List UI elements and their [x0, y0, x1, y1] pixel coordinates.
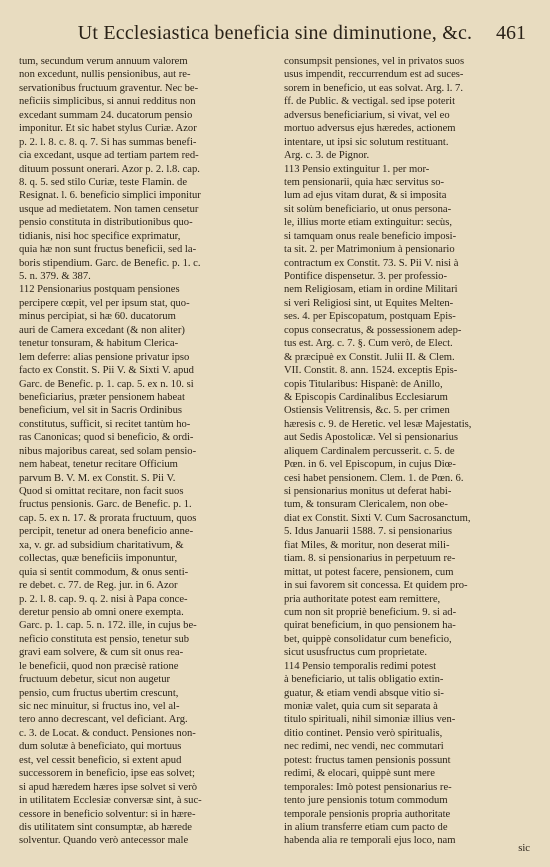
- text-line: gravi eam solvere, & cum sit onus rea-: [19, 647, 184, 659]
- text-line: imponitur. Et sic habet stylus Curiæ. Azor: [19, 123, 197, 135]
- text-line: sorem in beneficio, ut eas solvat. Arg. l. 7.: [284, 82, 463, 94]
- text-line: si pensionarius monitus ut deferat habi-: [284, 486, 452, 497]
- text-line: constitutus, sufficit, si recitet tantùm ho-: [19, 418, 191, 430]
- text-line: Quod si omittat recitare, non facit suos: [19, 486, 184, 497]
- text-line: beneficiarius, præter pensionem habeat: [19, 391, 185, 403]
- text-line: à beneficiario, ut talis obligatio extin-: [284, 674, 444, 686]
- text-line: sicut ususfructus cum proprietate.: [284, 647, 427, 659]
- text-line: 8. q. 5. sed stilo Curiæ, teste Flamin. de: [19, 176, 188, 188]
- text-line: ff. de Public. & vectigal. sed ipse poterit: [284, 96, 456, 108]
- text-line: in alium transferre etiam cum pacto de: [284, 821, 448, 833]
- text-line: copis Titularibus: Hispanè: de Anillo,: [284, 378, 443, 390]
- text-line: tum, secundum verum annuum valorem: [19, 56, 188, 67]
- text-line: intentare, ut ipsi sic solutum restituant.: [284, 136, 449, 148]
- text-line: adversus beneficiarium, si vivat, vel eo: [284, 109, 450, 121]
- text-line: sic nec minuitur, si fructus ino, vel al-: [19, 701, 180, 712]
- text-line: servationibus fructuum graventur. Nec be-: [19, 82, 199, 94]
- text-line: le, illius morte etiam extinguitur: secùs,: [284, 217, 452, 229]
- text-line: nem habeat, tenetur recitare Officium: [19, 459, 178, 471]
- text-line: moniæ valet, quia cum sit separata à: [284, 701, 438, 712]
- text-line: tenetur tonsuram, & habitum Clerica-: [19, 338, 179, 350]
- running-head: Ut Ecclesiastica beneficia sine diminutione, &c.: [77, 22, 473, 44]
- text-line: Resignat. l. 6. beneficio simplici imponitur: [19, 190, 201, 202]
- text-line: 5. Idus Januarii 1588. 7. si pensionarius: [284, 526, 453, 538]
- text-line: ta sit. 2. per Matrimonium à pensionario: [284, 244, 455, 256]
- text-line: re debet. c. 77. de Reg. jur. in 6. Azor: [19, 580, 178, 592]
- text-line: collectas, quæ beneficiis imponuntur,: [19, 553, 178, 565]
- text-line: tidianis, nisi hoc specifice exprimatur,: [19, 230, 181, 242]
- text-line: minus percipiat, si hæ 60. ducatorum: [19, 311, 176, 323]
- text-line: in utilitatem Ecclesiæ conversæ sint, à suc-: [19, 795, 202, 807]
- text-line: nibus majoribus careat, sed solam pensio-: [19, 445, 197, 457]
- text-line: xa, v. gr. ad subsidium charitativum, &: [19, 539, 184, 551]
- text-line: Garc. de Benefic. p. 1. cap. 5. ex n. 10. si: [19, 378, 194, 390]
- text-line: contractum ex Constit. 73. S. Pii V. nisi à: [284, 257, 459, 269]
- text-line: excedant summam 24. ducatorum pensio: [19, 109, 193, 121]
- text-line: fructus pensionis. Garc. de Benefic. p. 1.: [19, 499, 192, 511]
- text-line: le beneficii, quod non præcisè ratione: [19, 660, 179, 672]
- text-line: beneficium, vel sit in Sacris Ordinibus: [19, 405, 182, 417]
- text-line: hæresis c. 9. de Heretic. vel lesæ Majestatis,: [284, 418, 472, 430]
- text-line: quirat beneficium, in quo pensionem ha-: [284, 620, 456, 632]
- text-line: nem Religiosam, etiam in ordine Militari: [284, 284, 458, 296]
- text-line: 113 Pensio extinguitur 1. per mor-: [284, 163, 430, 175]
- text-line: c. 3. de Locat. & conduct. Pensiones non-: [19, 727, 196, 739]
- text-line: & Episcopis Cardinalibus Ecclesiarum: [284, 391, 448, 403]
- text-line: neficiis simplicibus, si annui redditus non: [19, 96, 196, 108]
- catchword: sic: [518, 843, 530, 854]
- text-line: pensio constituta in distributionibus quo-: [19, 217, 193, 229]
- text-line: sit solùm beneficiario, ut onus persona-: [284, 203, 452, 215]
- text-line: ditio continet. Pensio verò spiritualis,: [284, 727, 443, 739]
- text-line: dis utilitatem sint consumptæ, ab hærede: [19, 821, 193, 833]
- text-line: neficio constituta est pensio, tenetur sub: [19, 633, 190, 645]
- text-line: 5. n. 379. & 387.: [19, 271, 91, 282]
- text-line: usus impendit, reccurrendum est ad suces-: [284, 69, 464, 81]
- text-line: nec redimi, nec vendi, nec commutari: [284, 741, 444, 753]
- text-line: deretur pensio ab omni onere exempta.: [19, 606, 184, 618]
- text-line: Garc. p. 1. cap. 5. n. 172. ille, in cujus be-: [19, 620, 197, 632]
- text-line: lem deferre: alias pensione privatur ipso: [19, 351, 190, 363]
- text-line: boris stipendium. Garc. de Benefic. p. 1. c.: [19, 257, 201, 269]
- text-line: diat ex Constit. Sixti V. Cum Sacrosanctum,: [284, 512, 471, 524]
- text-line: cum non sit propriè beneficium. 9. si ad-: [284, 606, 457, 618]
- text-line: 112 Pensionarius postquam pensiones: [19, 284, 180, 296]
- text-line: successorem in beneficio, ipse eas solvet;: [19, 768, 195, 780]
- text-line: auri de Camera excedant (& non aliter): [19, 324, 185, 336]
- text-line: quia si sentit commodum, & onus senti-: [19, 566, 189, 578]
- text-line: fructuum debetur, sicut non augetur: [19, 674, 171, 686]
- text-line: solventur. Quando verò antecessor male: [19, 835, 189, 847]
- text-line: redimi, & elocari, quippè sunt mere: [284, 768, 435, 780]
- text-line: pensio, cum fructus ubertim crescunt,: [19, 687, 179, 699]
- text-line: percipere cœpit, vel per ipsum stat, quo-: [19, 297, 190, 309]
- text-line: VII. Constit. 8. ann. 1524. exceptis Epis-: [284, 365, 458, 377]
- text-line: p. 2. l. 8. cap. 9. q. 2. nisi à Papa conce-: [19, 593, 188, 605]
- text-line: si veri Religiosi sint, ut Equites Melten-: [284, 297, 454, 309]
- text-line: tus est. Arg. c. 7. §. Cum verò, de Elect.: [284, 338, 453, 350]
- text-line: parvum B. V. M. ex Constit. S. Pii V.: [19, 472, 176, 484]
- text-line: lum ad ejus vitam durat, & si imposita: [284, 190, 447, 202]
- text-line: cesi habet pensionem. Clem. 1. de Pœn. 6.: [284, 472, 464, 484]
- text-line: cessore in beneficio solventur: si in hære-: [19, 808, 196, 820]
- right-text-column: [284, 55, 532, 848]
- text-line: ses. 4. per Episcopatum, postquam Epis-: [284, 311, 456, 323]
- text-line: tero anno decrescant, vel deficiant. Arg.: [19, 714, 188, 726]
- text-line: tento jure pensionis totum commodum: [284, 795, 448, 807]
- text-line: percipit, tenetur ad onera beneficio anne-: [19, 526, 194, 538]
- text-line: aliquem Cardinalem percusserit. c. 5. de: [284, 445, 455, 457]
- text-line: Ostiensis Velitrensis, &c. 5. per crimen: [284, 405, 450, 417]
- text-line: bet, quippè consolidatur cum beneficio,: [284, 633, 452, 645]
- text-line: titulo spirituali, nihil simoniæ illius ven-: [284, 714, 456, 726]
- text-line: mittat, ut potest facere, pensionem, cum: [284, 566, 454, 578]
- page-header: [20, 22, 530, 50]
- text-line: si apud hæredem hæres ipse solvet si verò: [19, 781, 198, 793]
- left-text-column: [19, 55, 267, 848]
- text-line: habenda alia re temporali ejus loco, nam: [284, 835, 456, 847]
- text-line: fiat Miles, & moritur, non deserat mili-: [284, 539, 450, 551]
- text-line: cia excedant, usque ad tertiam partem red-: [19, 150, 199, 162]
- text-line: dum solutæ à beneficiato, qui mortuus: [19, 741, 182, 753]
- text-line: mortuo adversus ejus hæredes, actionem: [284, 123, 456, 135]
- page-number: 461: [496, 22, 526, 44]
- text-line: usque ad medietatem. Non tamen censetur: [19, 203, 199, 215]
- text-line: p. 2. l. 8. c. 8. q. 7. Si has summas benefi-: [19, 136, 197, 148]
- text-line: pria authoritate potest eam remittere,: [284, 593, 441, 605]
- text-line: ras Canonicas; quod si beneficio, & ordi-: [19, 432, 194, 444]
- text-line: copus consecratus, & possessionem adep-: [284, 324, 462, 336]
- text-line: Pœn. in 6. vel Episcopum, in cujus Diœ-: [284, 459, 456, 471]
- text-line: temporales: Imò potest pensionarius re-: [284, 781, 452, 793]
- text-line: si tamquam onus reale beneficio imposi-: [284, 230, 457, 242]
- text-line: tiam. 8. si pensionarius in perpetuum re-: [284, 553, 456, 565]
- text-line: & præcipuè ex Constit. Julii II. & Clem.: [284, 351, 455, 363]
- text-line: non excedunt, nullis pensionibus, aut re-: [19, 69, 191, 81]
- text-line: cap. 5. ex n. 17. & prorata fructuum, quos: [19, 512, 197, 524]
- text-line: quia hæ non sunt fructus beneficii, sed la-: [19, 244, 197, 256]
- text-line: potest: fructus tamen pensionis possunt: [284, 754, 451, 766]
- text-line: facto ex Constit. S. Pii V. & Sixti V. apud: [19, 365, 194, 377]
- text-line: dituum possunt onerari. Azor p. 2. l.8. cap.: [19, 163, 200, 175]
- text-line: tum, & tonsuram Clericalem, non obe-: [284, 499, 448, 511]
- text-line: Arg. c. 3. de Pignor.: [284, 150, 370, 162]
- text-line: consumpsit pensiones, vel in privatos suos: [284, 56, 465, 67]
- text-line: aut Sedis Apostolicæ. Vel si pensionarius: [284, 432, 459, 444]
- text-line: est, vel cessit beneficio, si extent apud: [19, 754, 182, 766]
- text-line: tem pensionarii, quia hæc servitus so-: [284, 176, 445, 188]
- text-line: in sui favorem sit concessa. Et quidem pro-: [284, 580, 468, 592]
- text-line: Pontifice dispensetur. 3. per professio-: [284, 271, 447, 282]
- text-line: 114 Pensio temporalis redimi potest: [284, 660, 437, 672]
- text-line: guatur, & etiam vendi absque vitio si-: [284, 687, 444, 699]
- text-line: temporale pensionis propria authoritate: [284, 808, 451, 820]
